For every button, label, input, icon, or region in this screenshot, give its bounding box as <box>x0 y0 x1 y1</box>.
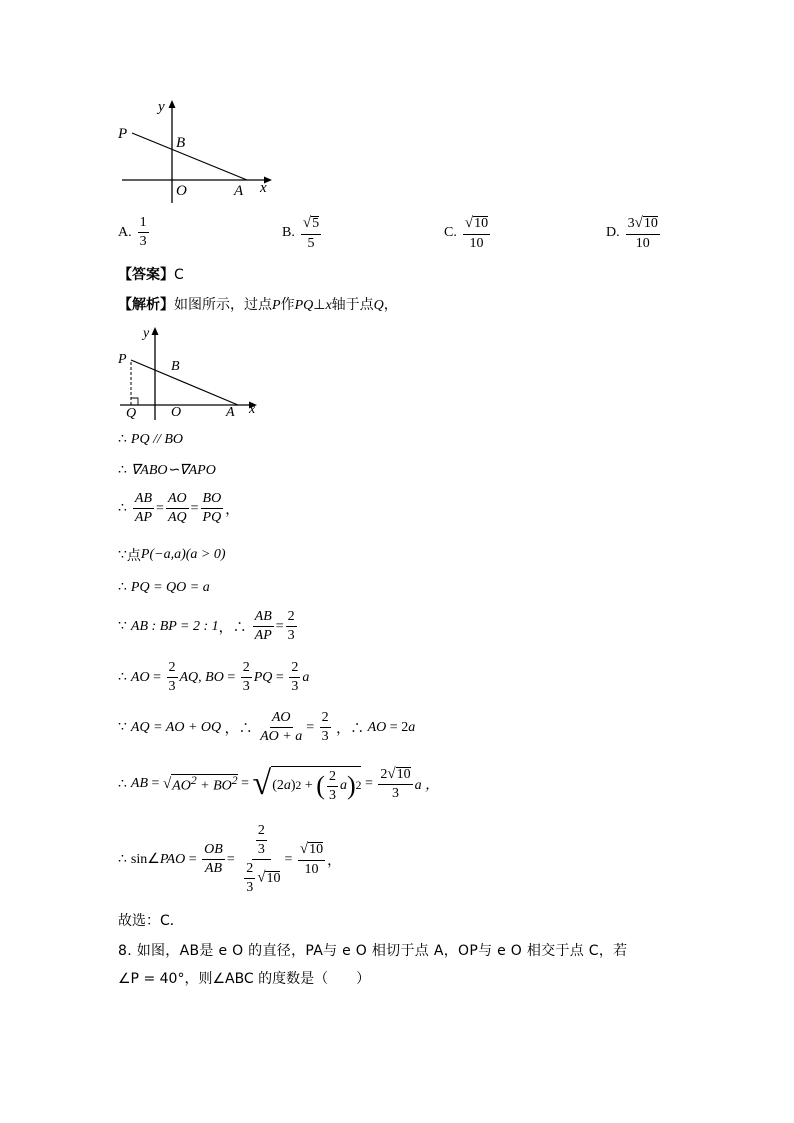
therefore-symbol: ∴ <box>118 501 127 516</box>
option-c <box>444 216 492 251</box>
question-8-line-2: ∠P = 40°，则∠ABC 的度数是（ ） <box>118 971 371 987</box>
analysis-text-3: 轴于点 <box>331 297 374 313</box>
analysis-pq: PQ <box>294 298 314 313</box>
because-symbol: ∵ <box>118 547 127 563</box>
because-symbol: ∵ <box>118 619 127 634</box>
label-p: P <box>118 352 127 367</box>
label-b: B <box>176 135 186 151</box>
label-p: P <box>118 126 128 142</box>
step-4 <box>118 545 226 565</box>
analysis-comma: ， <box>383 297 398 313</box>
fraction-2-3: $\frac{2}{3}$ <box>287 609 295 643</box>
option-d-fraction <box>626 216 660 251</box>
option-a-den: 3 <box>139 234 147 249</box>
sqrt-icon: √ <box>634 215 643 231</box>
conclusion: 故选：C． <box>118 913 184 929</box>
option-d <box>606 216 662 251</box>
fraction-ab-ap: $\frac{AB}{AP}$ <box>134 491 153 525</box>
y-axis-arrow <box>169 100 176 108</box>
option-c-letter: C. <box>444 225 457 241</box>
label-y: y <box>143 326 150 341</box>
analysis-line <box>118 296 398 315</box>
option-b-letter: B. <box>282 225 295 241</box>
fraction-ao-aq: $\frac{AO}{AQ}$ <box>167 491 187 525</box>
therefore-symbol: ∴ <box>118 580 127 595</box>
right-angle-mark <box>131 398 138 405</box>
answer-value: C <box>174 267 184 283</box>
option-c-den: 10 <box>469 235 484 251</box>
step-10-end: ， <box>327 853 342 869</box>
figure-2-coordinate-diagram <box>110 322 270 422</box>
analysis-label: 【解析】 <box>118 297 174 313</box>
option-a-letter: A. <box>118 224 132 240</box>
step-5-expr: PQ = QO = a <box>130 579 210 595</box>
question-8-line-1: 8. 如图，AB是 e O 的直径，PA与 e O 相切于点 A，OP与 e O 相交于点 C，若 <box>118 943 628 959</box>
option-b-fraction <box>301 216 321 251</box>
option-b-num: 5 <box>312 216 320 231</box>
step-4-pre: 点 <box>126 548 141 564</box>
step-6-expr: AB : BP = 2 : 1 <box>130 618 219 634</box>
step-9: ∴ AB = √ $AO^2 + BO^2$ = √ (2 a ) 2 + ( $\frac{2}{3}$ a ) 2 = $\frac{2√10}{3}$ a ， <box>118 765 440 803</box>
analysis-x: x <box>325 298 332 313</box>
figure-1-coordinate-diagram <box>110 95 285 205</box>
label-q: Q <box>126 406 137 421</box>
sqrt-icon: √ <box>302 215 312 231</box>
step-5 <box>118 579 210 596</box>
option-a-num: 1 <box>138 216 149 233</box>
fraction-ab-ap: $\frac{AB}{AP}$ <box>254 609 272 643</box>
label-b: B <box>171 359 180 374</box>
step-2-expr: ∇ABO∽∇APO <box>130 463 216 478</box>
answer-line <box>118 266 184 284</box>
option-d-coef: 3 <box>627 216 635 231</box>
option-b-den: 5 <box>307 235 315 251</box>
analysis-perp: ⊥ <box>313 297 326 313</box>
step-8: ∵ AQ = AO + OQ ，∴ $\frac{AO}{AO + a}$ = $\frac{2}{3}$ ，∴ AO = 2 a <box>118 710 416 744</box>
label-y: y <box>158 99 165 115</box>
option-a <box>118 216 151 249</box>
therefore-symbol: ∴ <box>118 463 127 478</box>
step-7: ∴ AO = $\frac{2}{3}$ AQ , BO = $\frac{2}{3}$ PQ = $\frac{2}{3}$ a <box>118 660 310 694</box>
step-10: ∴ sin∠ PAO = $\frac{OB}{AB}$ = $\frac{2}{3}$ $\frac{2}{3}$ √10 = $\frac{√10}{10}$ ， <box>118 823 342 895</box>
y-axis-arrow <box>152 327 159 335</box>
therefore-symbol: ∴ <box>118 432 127 447</box>
step-6: ∵ AB : BP = 2 : 1 ，∴ $\frac{AB}{AP}$ = $\frac{2}{3}$ <box>118 609 295 643</box>
fraction-bo-pq: $\frac{BO}{PQ}$ <box>202 491 222 525</box>
option-d-num: 10 <box>643 216 658 231</box>
line-pa <box>132 133 247 180</box>
step-9-end: a ， <box>414 778 440 793</box>
option-c-num: 10 <box>474 216 489 231</box>
analysis-point-p: P <box>272 298 281 313</box>
label-a: A <box>234 183 244 199</box>
option-d-den: 10 <box>635 235 650 251</box>
analysis-text-1: 如图所示，过点 <box>174 297 272 313</box>
label-a: A <box>226 405 235 420</box>
step-4-expr: P(−a,a)(a > 0) <box>140 547 226 562</box>
step-3: ∴ $\frac{AB}{AP}$ = $\frac{AO}{AQ}$ = $\frac{BO}{PQ}$ ， <box>118 491 240 525</box>
option-c-fraction <box>463 216 490 251</box>
step-2 <box>118 462 216 479</box>
sqrt-icon: √ <box>464 215 474 231</box>
step-1 <box>118 431 183 448</box>
label-x: x <box>260 180 267 196</box>
label-o: O <box>176 183 187 199</box>
option-a-fraction <box>138 216 149 249</box>
line-pa <box>131 360 238 405</box>
analysis-text-2: 作 <box>280 297 295 313</box>
step-1-expr: PQ // BO <box>130 431 184 447</box>
option-d-letter: D. <box>606 225 620 241</box>
option-b <box>282 216 323 251</box>
label-x: x <box>249 402 256 417</box>
step-6-sep: ，∴ <box>218 620 247 636</box>
label-o: O <box>171 405 182 420</box>
answer-label: 【答案】 <box>118 267 174 283</box>
analysis-q: Q <box>373 298 384 313</box>
